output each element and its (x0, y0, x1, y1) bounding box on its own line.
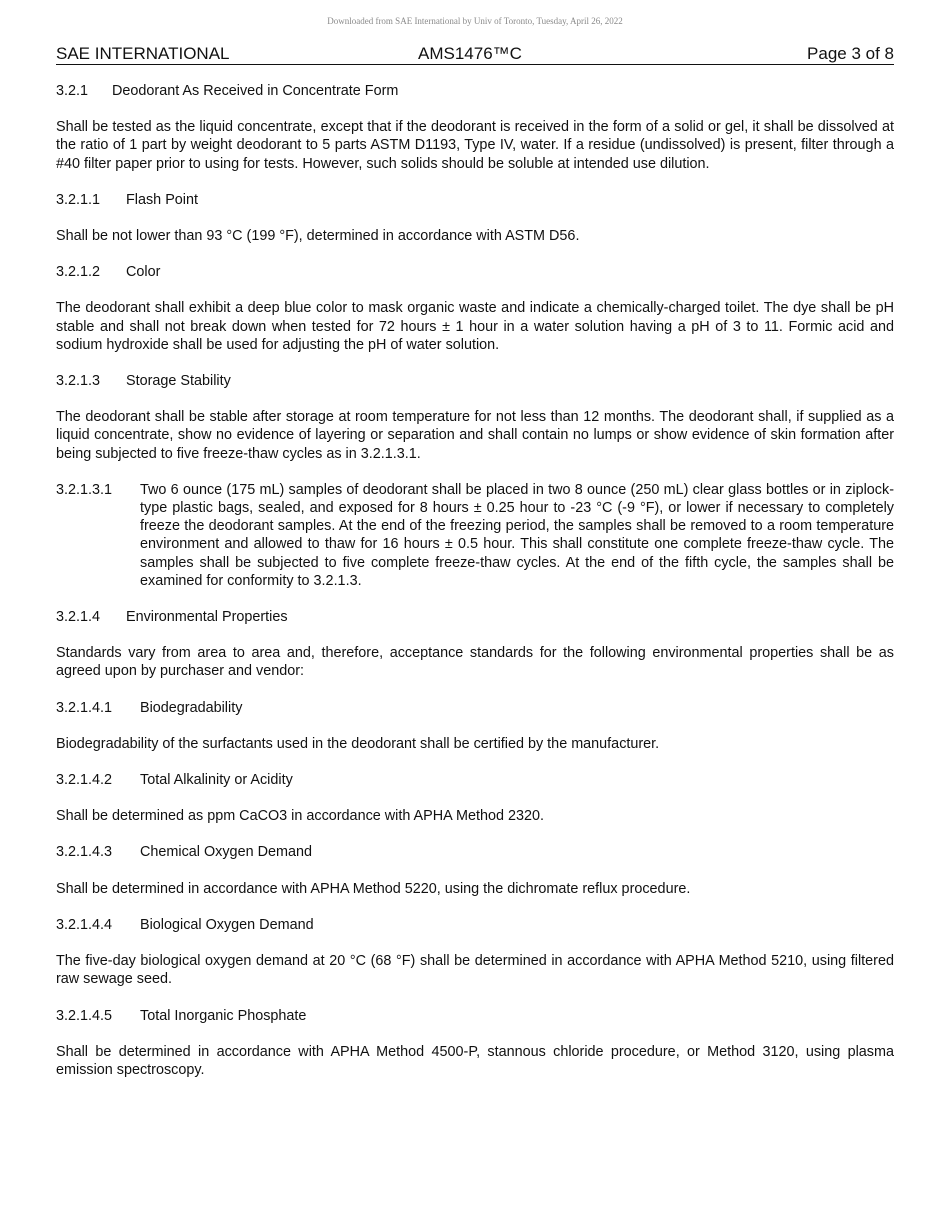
header-org: SAE INTERNATIONAL (56, 44, 230, 63)
section-paragraph: Shall be tested as the liquid concentrate, except that if the deodorant is received in the form of a solid or gel, it shall be dissolved at the ratio of 1 part by weight deodorant to 5 parts ASTM D1193, Type IV, water. If a residue (undissolved) is present, filter through a #40 filter paper prior to using for tests. However, such solids should be soluble at intended use dilution. (56, 119, 894, 172)
section-paragraph: Shall be determined as ppm CaCO3 in accordance with APHA Method 2320. (56, 808, 544, 825)
section-title: Color (126, 264, 161, 281)
header-doc-number: AMS1476™C (418, 44, 522, 63)
section-number: 3.2.1.1 (56, 191, 101, 208)
section-title: Biodegradability (140, 699, 243, 716)
section-paragraph: Shall be determined in accordance with APHA Method 4500-P, stannous chloride procedure, or Method 3120, using plasma emission spectroscopy. (56, 1043, 894, 1078)
section-title: Chemical Oxygen Demand (140, 844, 312, 861)
section-paragraph: Standards vary from area to area and, therefore, acceptance standards for the following environmental properties shall be as agreed upon by purchaser and vendor: (56, 645, 894, 680)
section-paragraph: Shall be not lower than 93 °C (199 °F), determined in accordance with ASTM D56. (56, 228, 580, 245)
section-heading (56, 699, 894, 717)
section-title: Flash Point (126, 191, 198, 208)
section-number: 3.2.1.4.3 (56, 844, 113, 861)
section-heading (56, 191, 894, 209)
section-number: 3.2.1 (56, 83, 89, 99)
section-paragraph: The deodorant shall be stable after storage at room temperature for not less than 12 months. The deodorant shall, if supplied as a liquid concentrate, show no evidence of layering or separation and shall contain no lumps or show evidence of skin formation after being subjected to five freeze-thaw cycles as in 3.2.1.3.1. (56, 409, 894, 462)
section-number: 3.2.1.2 (56, 264, 101, 281)
section-heading (56, 843, 894, 861)
section-number: 3.2.1.4.5 (56, 1007, 113, 1024)
section-title: Environmental Properties (126, 609, 288, 626)
section-title: Total Alkalinity or Acidity (140, 772, 293, 789)
section-number: 3.2.1.4 (56, 609, 101, 626)
section-number: 3.2.1.4.2 (56, 772, 113, 789)
section-number: 3.2.1.3 (56, 373, 101, 390)
section-heading (56, 1007, 894, 1025)
section-paragraph: Two 6 ounce (175 mL) samples of deodorant shall be placed in two 8 ounce (250 mL) clear glass bottles or in ziplock-type plastic bags, sealed, and exposed for 8 hours ± 0.25 hour to -23 °C (-9 °F), or lower if necessary to completely freeze the deodorant samples. At the end of the freezing period, the samples shall be removed to a room temperature environment and allowed to thaw for 16 hours ± 0.5 hour. This shall constitute one complete freeze-thaw cycle. The samples shall be subjected to five complete freeze-thaw cycles. At the end of the fifth cycle, the samples shall be examined for conformity to 3.2.1.3. (140, 481, 894, 589)
numbered-paragraph (56, 481, 894, 590)
section-title: Biological Oxygen Demand (140, 916, 314, 933)
section-title: Deodorant As Received in Concentrate Form (112, 83, 399, 99)
section-heading (56, 771, 894, 789)
section-number: 3.2.1.3.1 (56, 481, 113, 498)
section-paragraph: Shall be determined in accordance with APHA Method 5220, using the dichromate reflux procedure. (56, 880, 691, 897)
section-heading (56, 372, 894, 390)
section-heading (56, 916, 894, 934)
section-heading (56, 82, 894, 100)
header-page-number: Page 3 of 8 (807, 44, 894, 63)
download-watermark: Downloaded from SAE International by Univ of Toronto, Tuesday, April 26, 2022 (327, 16, 623, 26)
document-body (56, 82, 894, 1097)
section-paragraph: Biodegradability of the surfactants used in the deodorant shall be certified by the manufacturer. (56, 735, 660, 752)
section-number: 3.2.1.4.1 (56, 699, 113, 716)
section-paragraph: The deodorant shall exhibit a deep blue color to mask organic waste and indicate a chemically-charged toilet. The dye shall be pH stable and shall not break down when tested for 72 hours ± 1 hour in a water solution having a pH of 3 to 11. Formic acid and sodium hydroxide shall be used for adjusting the pH of water solution. (56, 300, 894, 353)
section-title: Storage Stability (126, 373, 231, 390)
page-header (56, 44, 894, 65)
section-number: 3.2.1.4.4 (56, 916, 113, 933)
section-paragraph: The five-day biological oxygen demand at 20 °C (68 °F) shall be determined in accordance with APHA Method 5210, using filtered raw sewage seed. (56, 953, 894, 988)
section-heading (56, 263, 894, 281)
section-heading (56, 608, 894, 626)
section-title: Total Inorganic Phosphate (140, 1007, 307, 1024)
